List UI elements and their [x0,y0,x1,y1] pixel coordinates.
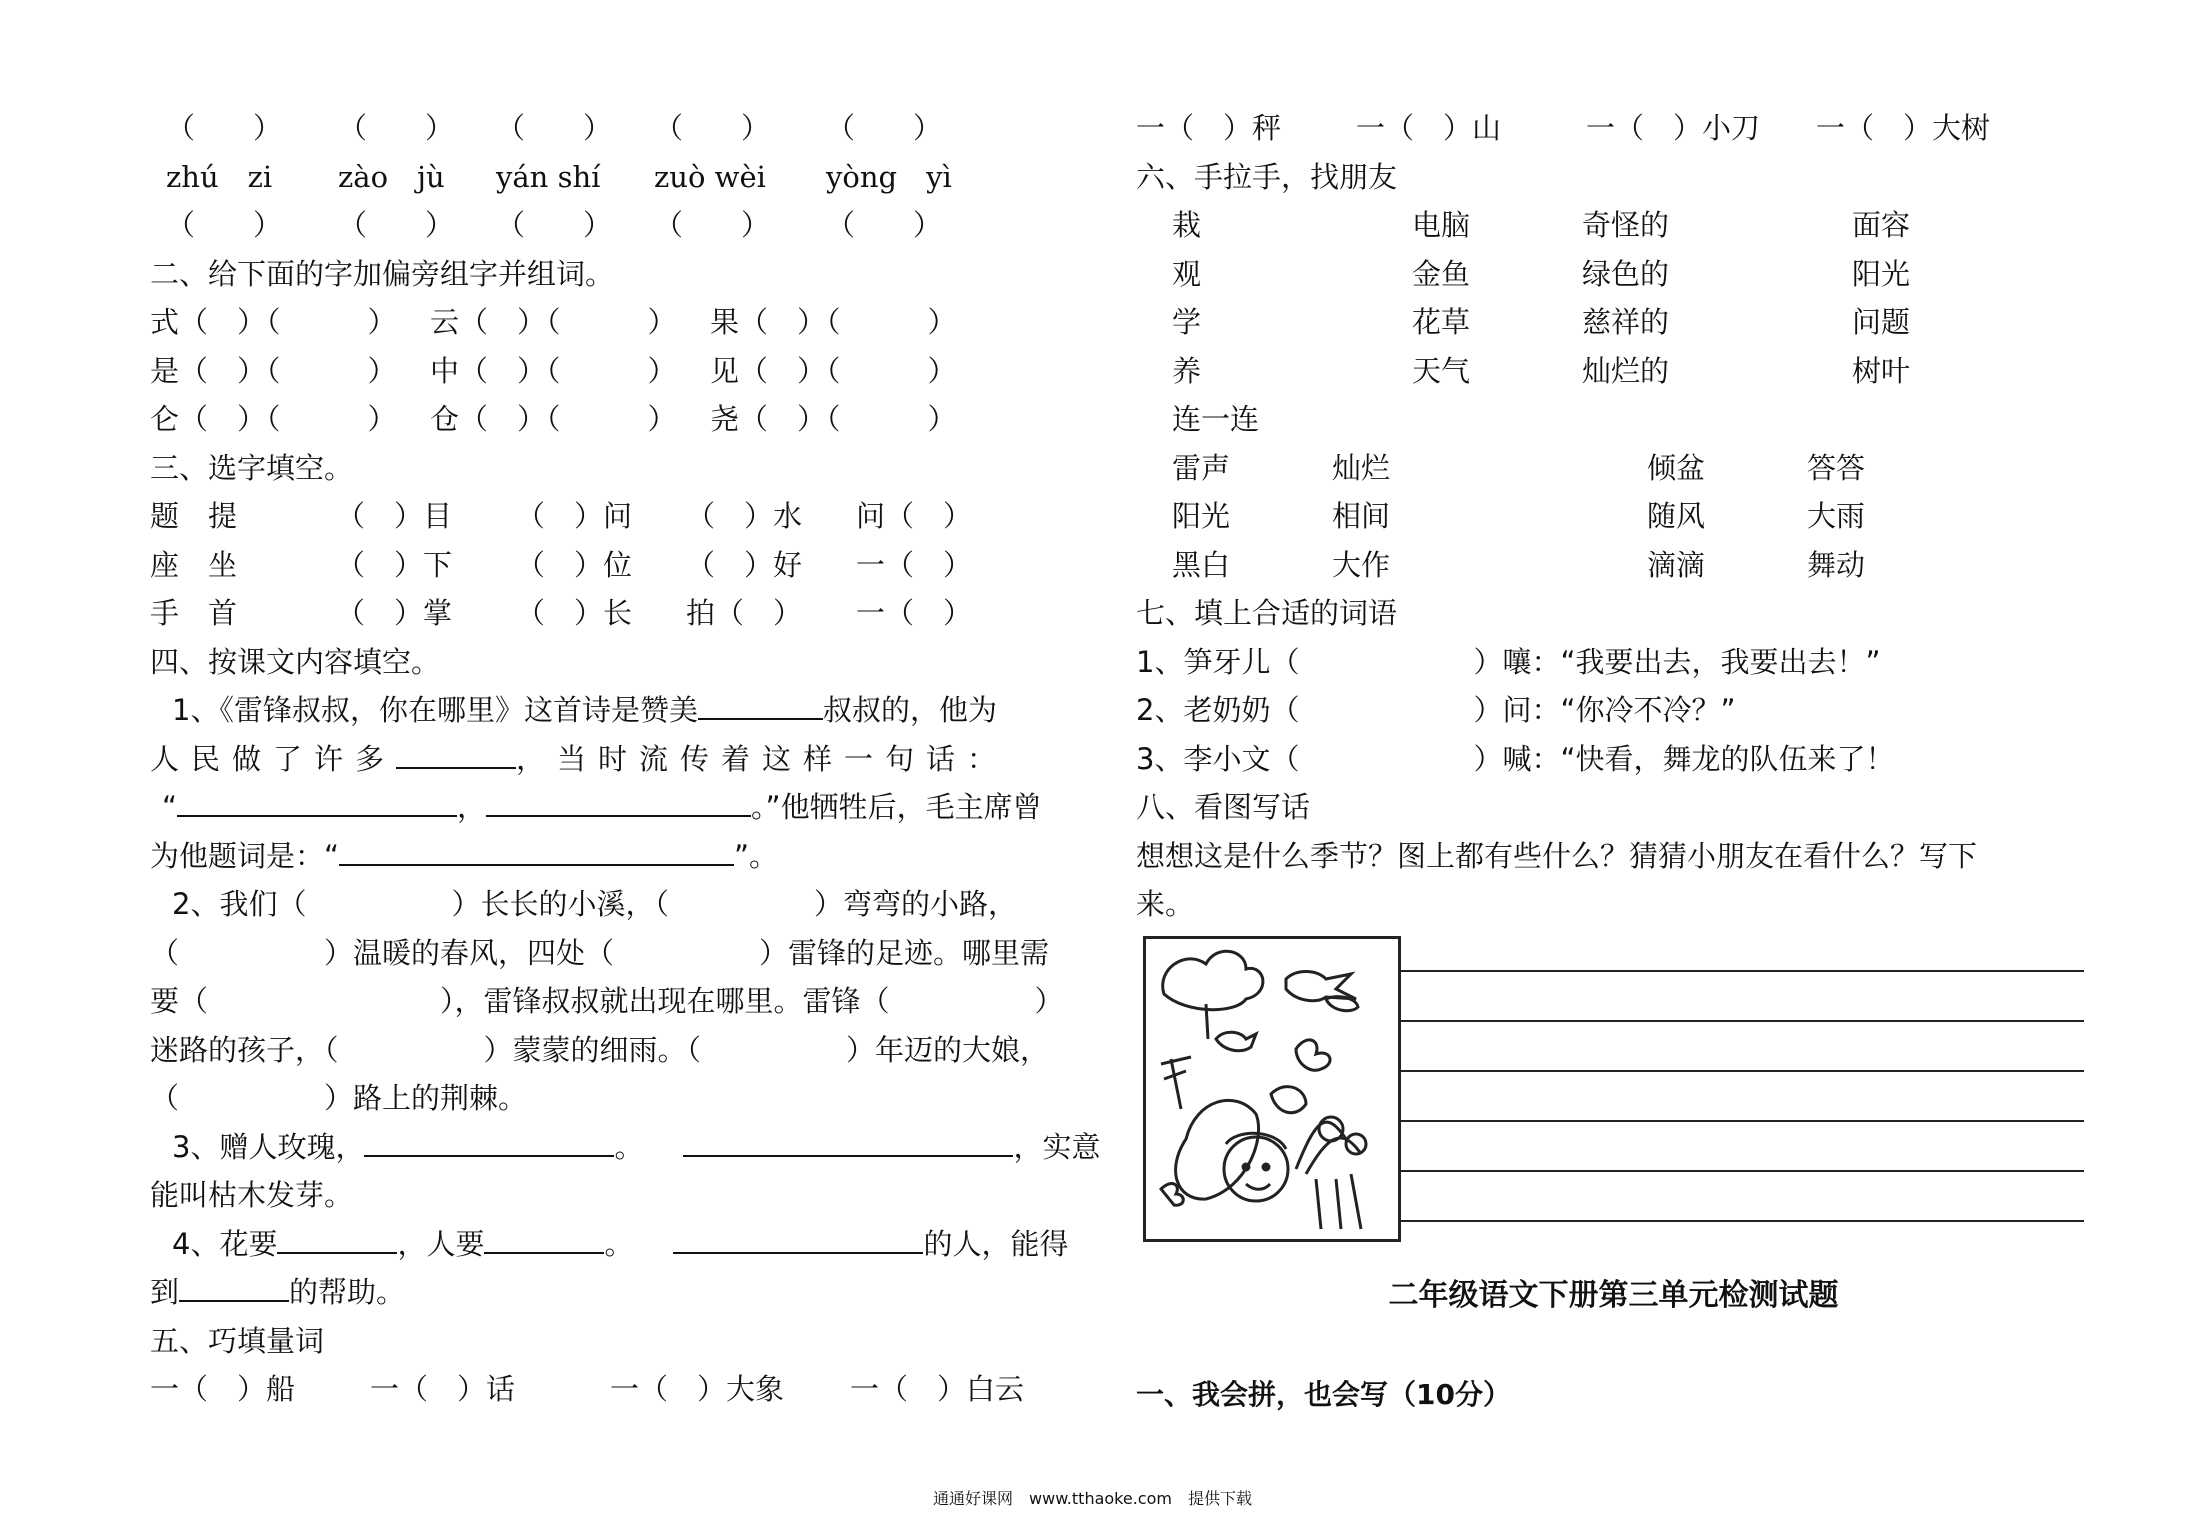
q1-text: 为他题词是：“ [150,838,340,873]
q3-text: 3、赠人玫瑰， [172,1129,365,1164]
q1-text: ”。 [734,838,779,873]
pinyin-item: zhú zi [166,159,273,194]
measure-item: 一（ ）山 [1356,111,1502,145]
answer-blank[interactable] [177,785,457,817]
q1-text: 1、《雷锋叔叔，你在哪里》这首诗是赞美 [172,693,698,727]
lian-word: 滴滴 [1647,547,1706,582]
q4-line-1 [150,1220,1100,1269]
friend-word: 花草 [1412,305,1471,339]
sec8-prompt-cont: 来。 [1136,887,1195,921]
q1-line-3 [150,783,1100,832]
sec2-row [150,347,1100,396]
q1-text: 。”他牺牲后，毛主席曾 [751,790,1042,824]
next-section-1-title: 一、我会拼，也会写（10分） [1136,1378,1511,1411]
q4-line-2 [150,1268,1100,1317]
q3-line-1 [150,1123,1100,1172]
choice-blank: （ ）长 [516,596,633,630]
friend-word: 栽 [1172,208,1202,242]
choice-blank: （ ）水 [686,499,803,533]
answer-blank[interactable] [364,1125,614,1157]
friend-word: 面容 [1852,208,1911,242]
measure-item: 一（ ）白云 [850,1372,1025,1406]
paren-blank: （ ） [338,111,455,145]
writing-line[interactable] [1400,1220,2084,1222]
radical-item: 中（ ）（ ） [430,353,677,388]
choice-blank: 问（ ） [856,499,973,533]
q1-text: “ [162,790,178,824]
friend-word: 绿色的 [1582,256,1670,291]
friend-word: 树叶 [1852,353,1911,388]
friend-word: 灿烂的 [1582,353,1670,388]
sec7-item: 1、笋牙儿（ ）嚷：“我要出去，我要出去！” [1136,644,1881,679]
friend-word: 学 [1172,305,1202,339]
choice-blank: （ ）好 [686,547,803,582]
sec7-item: 3、李小文（ ）喊：“快看，舞龙的队伍来了！ [1136,741,1895,776]
paren-blank: （ ） [826,208,943,242]
sec2-row [150,298,1100,347]
q3-text: 。 [614,1129,644,1164]
friends-row [1136,250,2091,299]
q4-text: 4、花要 [172,1226,278,1261]
section-5-title: 五、巧填量词 [150,1323,325,1358]
writing-line[interactable] [1400,1070,2084,1072]
pinyin-item: zuò wèi [654,159,766,194]
paren-blank: （ ） [654,208,771,242]
friend-word: 奇怪的 [1582,208,1670,242]
char-pair: 题 提 [150,499,238,533]
q2-line-3: 要（ ），雷锋叔叔就出现在哪里。雷锋（ ） [150,984,1064,1018]
pinyin-item: zào jù [338,159,445,194]
char-pair: 手 首 [150,596,238,630]
friends-row [1136,298,2091,347]
lian-word: 灿烂 [1332,450,1391,485]
measure-item: 一（ ）小刀 [1586,111,1761,145]
q3-line-2: 能叫枯木发芽。 [150,1178,354,1212]
answer-blank[interactable] [179,1270,289,1302]
lian-row [1136,492,2091,541]
spring-scene-illustration [1143,936,1401,1242]
answer-blank[interactable] [484,1222,604,1254]
q2-line-4: 迷路的孩子，（ ）蒙蒙的细雨。（ ）年迈的大娘， [150,1032,1050,1067]
lian-word: 大雨 [1807,499,1866,533]
lian-word: 答答 [1807,450,1866,485]
sec3-row [150,589,1100,638]
writing-line[interactable] [1400,1020,2084,1022]
lian-word: 倾盆 [1647,450,1706,485]
q4-text: 。 [604,1226,634,1261]
paren-blank: （ ） [826,111,943,145]
lian-word: 大作 [1332,547,1391,582]
section-4-title: 四、按课文内容填空。 [150,644,441,679]
q4-text: 到 [150,1275,180,1309]
sec7-item: 2、老奶奶（ ）问：“你冷不冷？” [1136,693,1736,727]
q1-text: 叔叔的，他为 [822,693,997,727]
choice-blank: （ ）下 [336,547,453,582]
lian-title: 连一连 [1172,402,1260,436]
radical-item: 是（ ）（ ） [150,353,397,388]
friends-row [1136,201,2091,250]
q4-text: ，人要 [397,1226,485,1261]
friends-row [1136,347,2091,396]
friend-word: 电脑 [1412,208,1471,242]
q4-text: 的人，能得 [923,1226,1069,1261]
choice-blank: 一（ ） [856,547,973,582]
choice-blank: 拍（ ） [686,596,803,630]
choice-blank: （ ）目 [336,499,453,533]
lian-word: 随风 [1647,499,1706,533]
answer-blank[interactable] [673,1222,923,1254]
q3-text: ，实意 [1013,1129,1101,1164]
radical-item: 仑（ ）（ ） [150,402,397,436]
paren-blank: （ ） [654,111,771,145]
choice-blank: （ ）掌 [336,596,453,630]
choice-blank: 一（ ） [856,596,973,630]
friend-word: 金鱼 [1412,256,1471,291]
answer-blank[interactable] [396,737,516,769]
section-8-title: 八、看图写话 [1136,790,1311,824]
illustration-drawing [1146,939,1398,1239]
sec2-row [150,395,1100,444]
answer-blank[interactable] [683,1125,1013,1157]
lian-word: 舞动 [1807,547,1866,582]
section-7-title: 七、填上合适的词语 [1136,596,1398,630]
next-test-title: 二年级语文下册第三单元检测试题 [1388,1278,1839,1313]
friend-word: 慈祥的 [1582,305,1670,339]
answer-blank[interactable] [698,688,823,720]
friend-word: 养 [1172,353,1202,388]
section-2-title: 二、给下面的字加偏旁组字并组词。 [150,256,615,291]
footer-credit: 通通好课网 www.tthaoke.com 提供下载 [933,1489,1252,1508]
friend-word: 问题 [1852,305,1911,339]
section-6-title: 六、手拉手，找朋友 [1136,159,1398,194]
measure-row-right [1136,104,2091,153]
radical-item: 式（ ）（ ） [150,305,397,339]
left-column [150,104,1100,1414]
sec8-prompt: 想想这是什么季节？图上都有些什么？猜猜小朋友在看什么？写下 [1136,838,1978,873]
pinyin-item: yán shí [496,159,601,194]
friend-word: 阳光 [1852,256,1911,291]
radical-item: 尧（ ）（ ） [710,402,957,436]
friend-word: 天气 [1412,353,1471,388]
radical-item: 云（ ）（ ） [430,305,677,339]
radical-item: 仓（ ）（ ） [430,402,677,436]
section-3-title: 三、选字填空。 [150,450,354,485]
choice-blank: （ ）位 [516,547,633,582]
lian-word: 雷声 [1172,450,1231,485]
q1-text: ， [457,790,487,824]
pinyin-item: yòng yì [826,159,952,194]
measure-row-left [150,1365,1100,1414]
paren-blank: （ ） [496,208,613,242]
measure-item: 一（ ）大树 [1816,111,1991,145]
lian-row [1136,541,2091,590]
q2-line-1: 2、我们（ ）长长的小溪，（ ）弯弯的小路， [172,887,1017,921]
q1-line-2 [150,735,1100,784]
paren-row-2 [150,201,1100,250]
lian-word: 黑白 [1172,547,1231,582]
answer-blank[interactable] [277,1222,397,1254]
pinyin-row [150,153,1100,202]
lian-word: 相间 [1332,499,1391,533]
measure-item: 一（ ）话 [370,1372,516,1406]
writing-line[interactable] [1400,1120,2084,1122]
q2-line-5: （ ）路上的荆棘。 [150,1081,528,1115]
writing-line[interactable] [1400,1170,2084,1172]
paren-blank: （ ） [338,208,455,242]
paren-blank: （ ） [166,111,283,145]
paren-row-1 [150,104,1100,153]
measure-item: 一（ ）秤 [1136,111,1282,145]
friend-word: 观 [1172,256,1202,291]
paren-blank: （ ） [496,111,613,145]
writing-line[interactable] [1400,970,2084,972]
char-pair: 座 坐 [150,547,238,582]
sec3-row [150,541,1100,590]
choice-blank: （ ）问 [516,499,633,533]
lian-word: 阳光 [1172,499,1231,533]
paren-blank: （ ） [166,208,283,242]
q4-text: 的帮助。 [289,1275,406,1309]
q1-text: 人民做了许多 [150,741,397,776]
answer-blank[interactable] [339,834,734,866]
measure-item: 一（ ）船 [150,1372,296,1406]
q1-line-4 [150,832,1100,881]
answer-blank[interactable] [486,785,751,817]
sec3-row [150,492,1100,541]
right-column [1136,104,2091,929]
q2-line-2: （ ）温暖的春风，四处（ ）雷锋的足迹。哪里需 [150,935,1050,970]
lian-row [1136,444,2091,493]
q1-text: ，当时流传着这样一句话： [516,741,1009,776]
radical-item: 果（ ）（ ） [710,305,957,339]
measure-item: 一（ ）大象 [610,1372,785,1406]
q1-line-1 [150,686,1100,735]
radical-item: 见（ ）（ ） [710,353,957,388]
